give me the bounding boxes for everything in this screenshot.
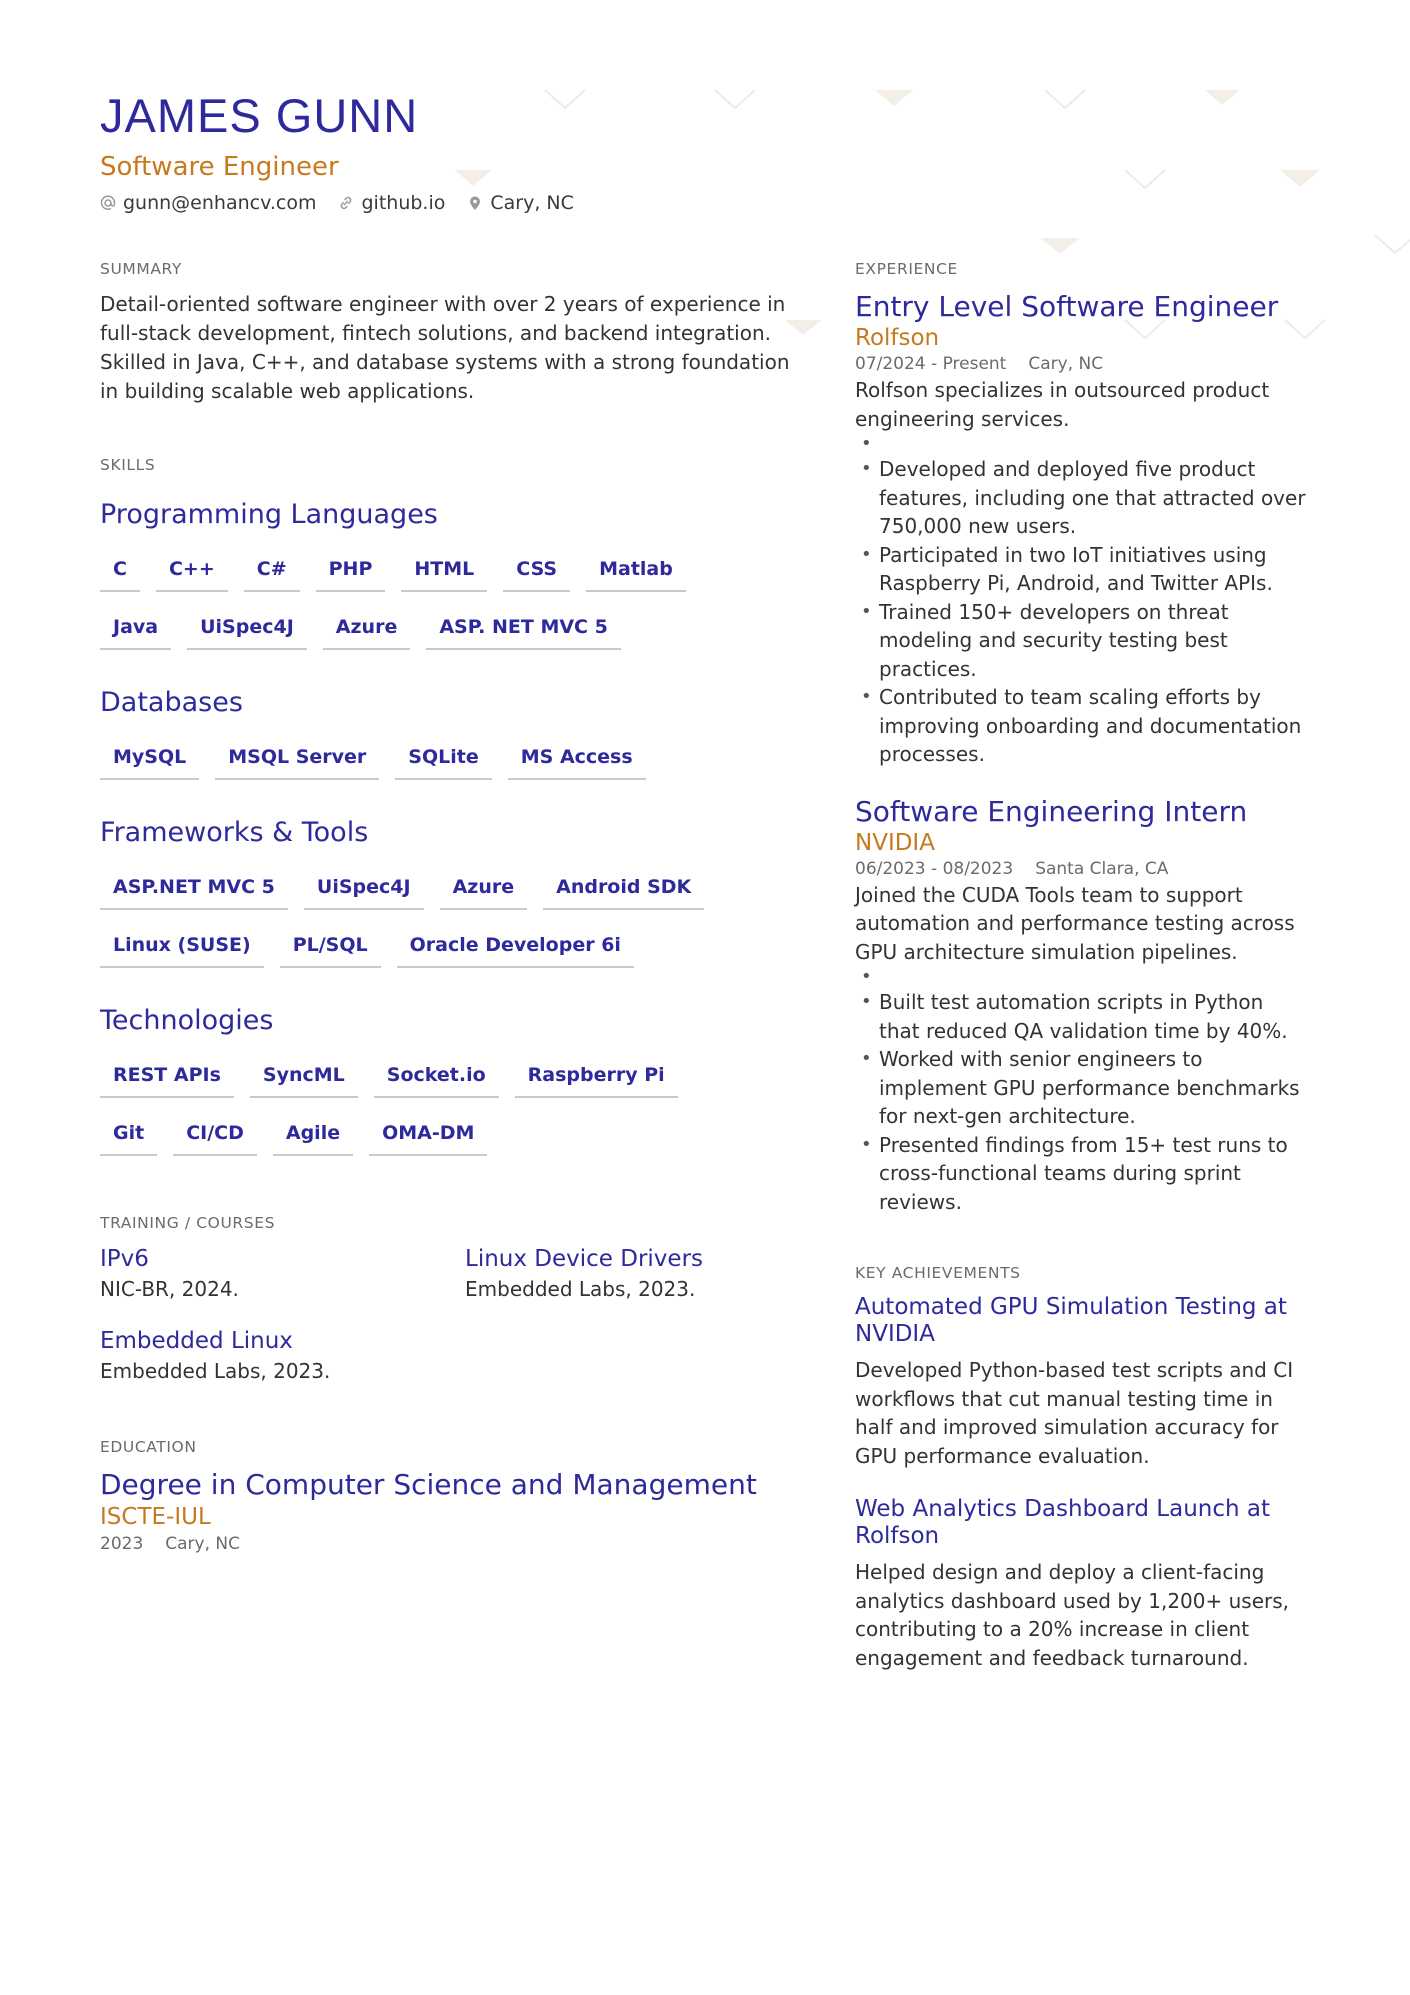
contact-email[interactable]: [100, 192, 316, 214]
job-bullet: • Built test automation scripts in Python that reduced QA validation time by 40%.: [855, 988, 1310, 1045]
skill-tag: Oracle Developer 6i: [397, 928, 634, 968]
training-item: [465, 1244, 805, 1304]
skill-tag: C++: [156, 552, 228, 592]
candidate-name: JAMES GUNN: [100, 89, 419, 142]
skill-category-title: Technologies: [100, 1005, 274, 1036]
contact-location: [467, 192, 574, 214]
skill-tag: ASP.NET MVC 5: [100, 870, 288, 910]
training-heading: TRAINING / COURSES: [100, 1214, 276, 1232]
achievement-text: Helped design and deploy a client-facing analytics dashboard used by 1,200+ users, contributing to a 20% increase in client engagement and feedback turnaround.: [855, 1560, 1290, 1670]
job-description: Joined the CUDA Tools team to support automation and performance testing across GPU architecture simulation pipelines.: [855, 882, 1295, 964]
experience-heading: EXPERIENCE: [855, 260, 958, 278]
education-location: Cary, NC: [165, 1534, 240, 1554]
contact-location-text: Cary, NC: [490, 192, 574, 214]
location-icon: [467, 195, 483, 211]
skill-category-title: Databases: [100, 687, 243, 718]
job-bullets: [855, 974, 1310, 1216]
summary-text: Detail-oriented software engineer with over 2 years of experience in full-stack development, fintech solutions, and backend integration. Skilled in Java, C++, and database systems with a strong foundation in building scalable web applications.: [100, 292, 790, 403]
skill-tags-programming: [100, 552, 750, 650]
contact-row: [100, 192, 574, 214]
job-bullet: • Developed and deployed five product features, including one that attracted over 750,000 new users.: [855, 455, 1310, 541]
skill-tag: MSQL Server: [215, 740, 379, 780]
achievements-heading: KEY ACHIEVEMENTS: [855, 1264, 1021, 1282]
skill-tag: Android SDK: [543, 870, 704, 910]
at-icon: [100, 195, 116, 211]
skill-tag: UiSpec4J: [304, 870, 424, 910]
skill-tag: SQLite: [395, 740, 491, 780]
left-column: [100, 260, 800, 1556]
job-location: Santa Clara, CA: [1035, 858, 1169, 879]
achievements-section: [855, 1264, 1310, 1672]
skill-tag: C: [100, 552, 140, 592]
summary-heading: SUMMARY: [100, 260, 182, 278]
skill-category-title: Programming Languages: [100, 499, 438, 530]
training-section: [100, 1214, 800, 1386]
skill-tag: Raspberry Pi: [515, 1058, 678, 1098]
skill-category-title: Frameworks & Tools: [100, 817, 369, 848]
skill-tag: Agile: [273, 1116, 353, 1156]
skill-tag: Matlab: [586, 552, 686, 592]
training-detail: Embedded Labs, 2023.: [100, 1359, 331, 1383]
contact-link[interactable]: [338, 192, 445, 214]
skill-tags-technologies: [100, 1058, 750, 1156]
education-heading: EDUCATION: [100, 1438, 197, 1456]
link-icon: [338, 195, 354, 211]
skill-tag: PHP: [316, 552, 386, 592]
skill-tag: SyncML: [250, 1058, 358, 1098]
achievement-title: Automated GPU Simulation Testing at NVIDIA: [855, 1294, 1287, 1347]
skills-section: [100, 456, 800, 1156]
job-title: Software Engineering Intern: [855, 794, 1248, 828]
job-title: Entry Level Software Engineer: [855, 290, 1279, 323]
right-column: [855, 260, 1310, 1672]
training-name: IPv6: [100, 1246, 149, 1272]
education-section: [100, 1438, 800, 1556]
achievement-text: Developed Python-based test scripts and CI workflows that cut manual testing time in half and improved simulation accuracy for GPU performance evaluation.: [855, 1358, 1294, 1468]
skill-tag: Git: [100, 1116, 157, 1156]
skill-tag: C#: [244, 552, 300, 592]
job-bullet: • Participated in two IoT initiatives using Raspberry Pi, Android, and Twitter APIs.: [855, 541, 1310, 598]
skill-tag: PL/SQL: [280, 928, 381, 968]
bullet-spacer: [855, 441, 1310, 455]
job-bullet: • Presented findings from 15+ test runs to cross-functional teams during sprint reviews.: [855, 1131, 1310, 1217]
training-detail: NIC-BR, 2024.: [100, 1277, 239, 1301]
skill-tags-frameworks: [100, 870, 750, 968]
skill-tag: UiSpec4J: [187, 610, 307, 650]
skill-tag: Azure: [440, 870, 528, 910]
training-name: Linux Device Drivers: [465, 1246, 704, 1272]
job-location: Cary, NC: [1028, 354, 1104, 374]
education-meta: [100, 1532, 800, 1556]
training-item: [100, 1326, 465, 1386]
training-item: [100, 1244, 465, 1304]
bullet-spacer: [855, 974, 1310, 988]
skill-tag: REST APIs: [100, 1058, 234, 1098]
job-company: NVIDIA: [855, 829, 935, 856]
job-entry: [855, 795, 1310, 1217]
skill-tag: Socket.io: [374, 1058, 499, 1098]
job-bullet: • Trained 150+ developers on threat modeling and security testing best practices.: [855, 598, 1310, 684]
experience-section: [855, 260, 1310, 1216]
skill-tag: CI/CD: [173, 1116, 257, 1156]
achievement-item: [855, 1294, 1310, 1470]
skill-tag: CSS: [503, 552, 570, 592]
achievement-item: [855, 1496, 1310, 1672]
education-degree: Degree in Computer Science and Management: [100, 1468, 757, 1501]
skill-tags-databases: [100, 740, 750, 780]
skill-tag: MS Access: [508, 740, 646, 780]
summary-section: [100, 260, 800, 406]
skill-tag: MySQL: [100, 740, 199, 780]
contact-link-text: github.io: [361, 192, 446, 214]
job-description: Rolfson specializes in outsourced product engineering services.: [855, 378, 1270, 431]
job-meta: [855, 352, 1310, 376]
job-entry: [855, 290, 1310, 769]
job-company: Rolfson: [855, 325, 940, 351]
skill-tag: OMA-DM: [369, 1116, 487, 1156]
skill-tag: HTML: [401, 552, 487, 592]
contact-email-text: gunn@enhancv.com: [123, 192, 317, 214]
achievement-title: Web Analytics Dashboard Launch at Rolfson: [855, 1496, 1271, 1549]
training-list: [100, 1244, 800, 1386]
skill-tag: ASP. NET MVC 5: [426, 610, 621, 650]
skill-tag: Linux (SUSE): [100, 928, 264, 968]
job-bullet: • Worked with senior engineers to implement GPU performance benchmarks for next-gen architecture.: [855, 1045, 1310, 1131]
job-dates: 06/2023 - 08/2023: [855, 858, 1014, 879]
skill-tag: Java: [100, 610, 171, 650]
job-dates: 07/2024 - Present: [855, 354, 1007, 374]
training-name: Embedded Linux: [100, 1328, 293, 1354]
skill-tag: Azure: [323, 610, 411, 650]
job-bullets: [855, 441, 1310, 769]
education-school: ISCTE-IUL: [100, 1504, 211, 1530]
skills-heading: SKILLS: [100, 456, 156, 474]
education-year: 2023: [100, 1534, 144, 1554]
candidate-role: Software Engineer: [100, 152, 339, 182]
job-meta: [855, 857, 1310, 881]
training-detail: Embedded Labs, 2023.: [465, 1277, 696, 1301]
job-bullet: • Contributed to team scaling efforts by improving onboarding and documentation processes.: [855, 683, 1310, 769]
